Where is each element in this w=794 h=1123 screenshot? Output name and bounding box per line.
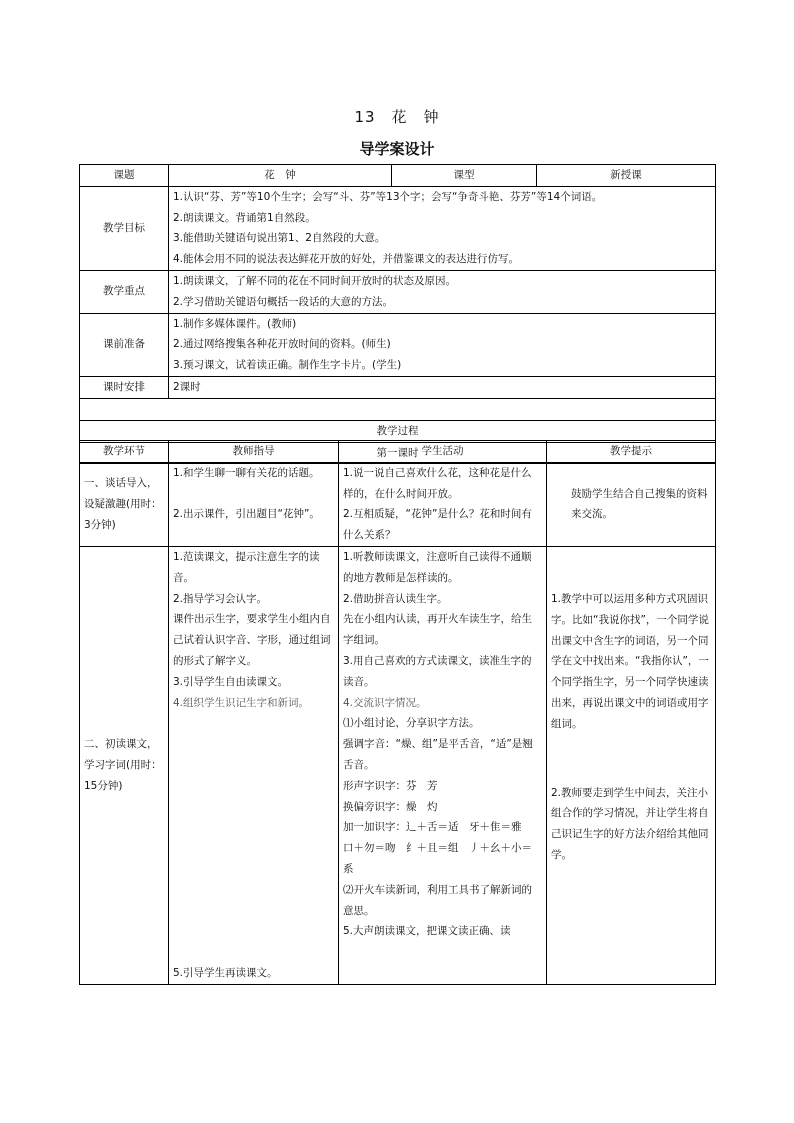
- lesson-heading: 第一课时: [80, 442, 716, 464]
- blank-space: [173, 713, 334, 963]
- student-item: 3.用自己喜欢的方式读课文，读准生字的读音。: [343, 654, 532, 688]
- goal-item: 4.能体会用不同的说法表达鲜花开放的好处，并借鉴课文的表达进行仿写。: [173, 253, 520, 266]
- topic-value: 花 钟: [169, 165, 392, 187]
- student-item: 强调字音：“燥、组”是平舌音，“适”是翘舌音。: [343, 738, 533, 771]
- student-cell: [339, 546, 547, 984]
- teacher-item: 课件出示生字，要求学生小组内自己试着认识字音、字形，通过组词的形式了解字义。: [173, 613, 331, 667]
- table-row: [80, 462, 716, 546]
- teacher-item: 5.引导学生再读课文。: [173, 967, 278, 980]
- focus-cell: [169, 270, 716, 313]
- document-subtitle: 导学案设计: [359, 140, 435, 158]
- document-title: 13 花 钟: [354, 108, 440, 126]
- goals-label: 教学目标: [80, 186, 169, 270]
- goals-cell: [169, 186, 716, 270]
- tip-item: 2.教师要走到学生中间去，关注小组合作的学习情况，并让学生将自己识记生字的好方法介绍给其他同学。: [551, 786, 709, 861]
- focus-item: 2.学习借助关键语句概括一段话的大意的方法。: [173, 295, 394, 308]
- teacher-item: 3.引导学生自由读课文。: [173, 675, 289, 688]
- teacher-item: 2.出示课件，引出题目“花钟”。: [173, 508, 320, 521]
- type-label: 课型: [392, 165, 537, 187]
- teacher-item: 1.范读课文，提示注意生字的读音。: [173, 550, 320, 584]
- prep-item: 3.预习课文，试着读正确。制作生字卡片。(学生): [173, 359, 402, 372]
- hours-value: 2课时: [169, 376, 716, 398]
- goal-item: 1.认识“芬、芳”等10个生字；会写“斗、芬”等13个字；会写“争奇斗艳、芬芳”等14个词语。: [173, 190, 603, 203]
- teacher-cell: [169, 462, 339, 546]
- student-item: 加一加识字：辶＋舌＝适 牙＋隹＝雅: [343, 821, 522, 834]
- prep-label: 课前准备: [80, 313, 169, 376]
- column-header: 教师指导: [169, 441, 339, 463]
- student-cell: [339, 462, 547, 546]
- prep-item: 1.制作多媒体课件。(教师): [173, 317, 297, 330]
- focus-item: 1.朗读课文，了解不同的花在不同时间开放时的状态及原因。: [173, 274, 457, 287]
- blank-space: [551, 735, 711, 783]
- table-row: [80, 546, 716, 984]
- tips-cell: 鼓励学生结合自己搜集的资料来交流。: [547, 462, 716, 546]
- column-header: 教学提示: [547, 441, 716, 463]
- hours-label: 课时安排: [80, 376, 169, 398]
- stage-cell: 二、初读课文，学习字词(用时：15分钟): [80, 546, 169, 984]
- teacher-item: 4.组织学生识记生字和新词。: [173, 696, 310, 709]
- focus-label: 教学重点: [80, 270, 169, 313]
- student-item: ⑴小组讨论，分享识字方法。: [343, 717, 480, 730]
- student-item: 先在小组内认读，再开火车读生字，给生字组词。: [343, 613, 532, 647]
- student-item: 2.互相质疑，“花钟”是什么？花和时间有什么关系？: [343, 508, 532, 542]
- teacher-cell: [169, 546, 339, 984]
- student-item: 5.大声朗读课文，把课文读正确、读: [343, 925, 511, 938]
- student-item: 4.交流识字情况。: [343, 696, 427, 709]
- info-table: [79, 164, 716, 464]
- stage-cell: 一、谈话导入，设疑激趣(用时：3分钟): [80, 462, 169, 546]
- column-header: 学生活动: [339, 441, 547, 463]
- teacher-item: 2.指导学习会认字。: [173, 592, 268, 605]
- student-item: 换偏旁识字：燥 灼: [343, 800, 438, 813]
- goal-item: 2.朗读课文。背诵第1自然段。: [173, 211, 316, 224]
- topic-label: 课题: [80, 165, 169, 187]
- goal-item: 3.能借助关键语句说出第1、2自然段的大意。: [173, 232, 386, 245]
- process-heading: 教学过程: [80, 420, 716, 442]
- student-item: 2.借助拼音认读生字。: [343, 592, 448, 605]
- type-value: 新授课: [537, 165, 716, 187]
- student-item: 1.听教师读课文，注意听自己读得不通顺的地方教师是怎样读的。: [343, 550, 532, 584]
- spacer-row: [80, 398, 716, 420]
- blank-space: [551, 547, 711, 589]
- student-item: 口＋勿＝吻 纟＋且＝组 丿＋幺＋小＝系: [343, 842, 532, 875]
- prep-item: 2.通过网络搜集各种花开放时间的资料。(师生): [173, 338, 391, 351]
- student-item: 形声字识字：芬 芳: [343, 779, 438, 792]
- teacher-item: 1.和学生聊一聊有关花的话题。: [173, 466, 320, 479]
- prep-cell: [169, 313, 716, 376]
- blank-line: [173, 484, 334, 505]
- tip-item: 1.教学中可以运用多种方式巩固识字。比如“我说你找”，一个同学说出课文中含生字的词语，另一个同学在文中找出来。“我指你认”，一个同学指生字，另一个同学快速读出来，再说出课文中的词语或用字组词。: [551, 592, 709, 730]
- process-table: [79, 440, 716, 985]
- student-item: ⑵开火车读新词，利用工具书了解新词的意思。: [343, 883, 532, 917]
- student-item: 1.说一说自己喜欢什么花，这种花是什么样的，在什么时间开放。: [343, 466, 532, 500]
- tips-cell: [547, 546, 716, 984]
- column-header: 教学环节: [80, 441, 169, 463]
